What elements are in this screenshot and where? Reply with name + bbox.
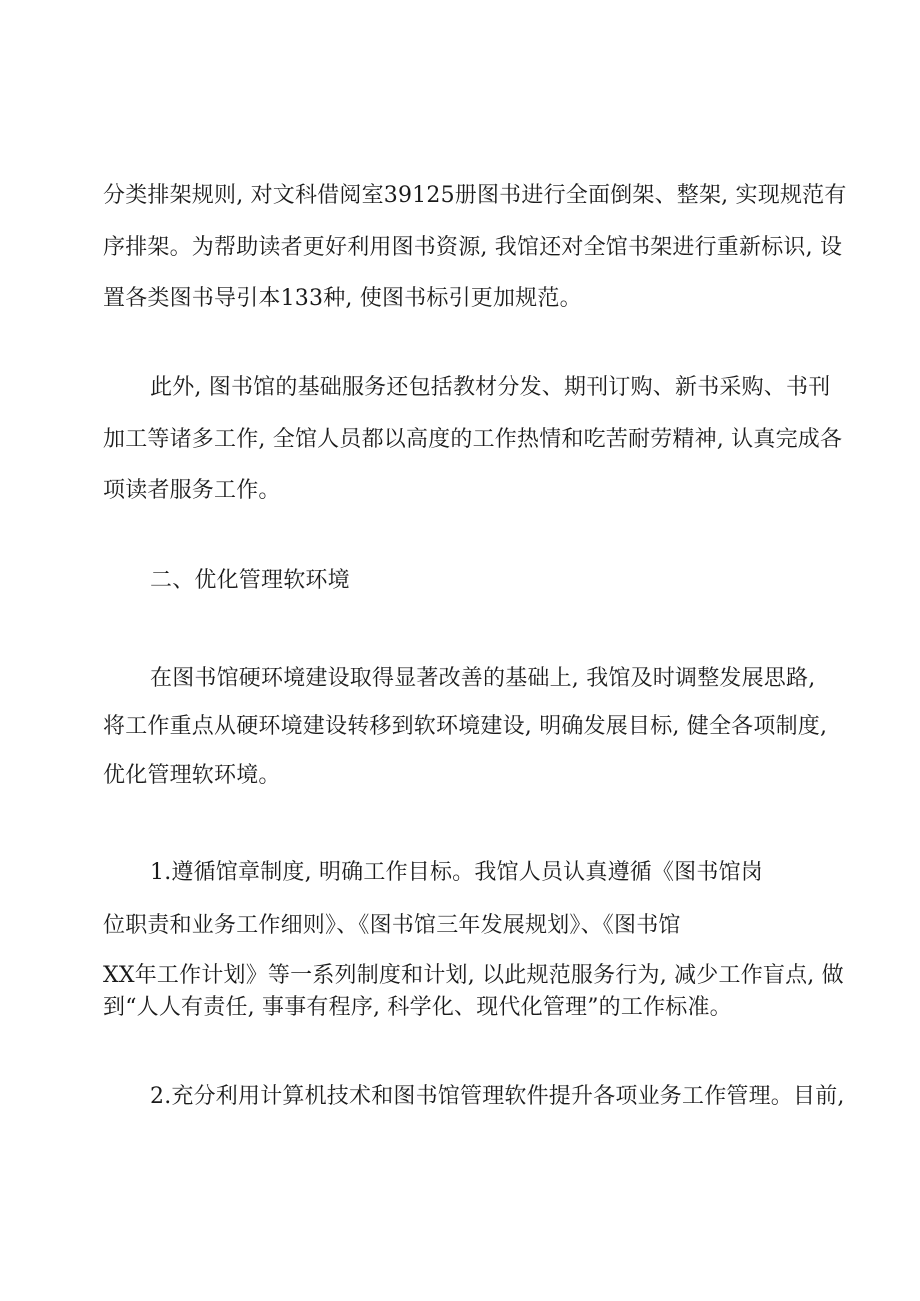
- paragraph-4-line-3: XX年工作计划》等一系列制度和计划, 以此规范服务行为, 减少工作盲点, 做: [103, 963, 844, 988]
- paragraph-5-line-1: 2.充分利用计算机技术和图书馆管理软件提升各项业务工作管理。目前,: [150, 1084, 845, 1109]
- paragraph-3-line-1: 在图书馆硬环境建设取得显著改善的基础上, 我馆及时调整发展思路,: [150, 666, 816, 691]
- paragraph-4-line-2: 位职责和业务工作细则》、《图书馆三年发展规划》、《图书馆: [103, 913, 681, 938]
- paragraph-2-line-1: 此外, 图书馆的基础服务还包括教材分发、期刊订购、新书采购、书刊: [150, 375, 831, 400]
- paragraph-3-line-3: 优化管理软环境。: [103, 763, 281, 788]
- section-heading: 二、优化管理软环境: [150, 568, 350, 593]
- paragraph-1-line-3: 置各类图书导引本133种, 使图书标引更加规范。: [103, 286, 582, 311]
- paragraph-4-line-4: 到“人人有责任, 事事有程序, 科学化、现代化管理”的工作标准。: [103, 995, 732, 1020]
- paragraph-2-line-2: 加工等诸多工作, 全馆人员都以高度的工作热情和吃苦耐劳精神, 认真完成各: [103, 427, 843, 452]
- paragraph-1-line-2: 序排架。为帮助读者更好利用图书资源, 我馆还对全馆书架进行重新标识, 设: [103, 235, 843, 260]
- paragraph-3-line-2: 将工作重点从硬环境建设转移到软环境建设, 明确发展目标, 健全各项制度,: [103, 714, 828, 739]
- paragraph-2-line-3: 项读者服务工作。: [103, 478, 281, 503]
- paragraph-4-line-1: 1.遵循馆章制度, 明确工作目标。我馆人员认真遵循《图书馆岗: [150, 860, 763, 885]
- paragraph-1-line-1: 分类排架规则, 对文科借阅室39125册图书进行全面倒架、整架, 实现规范有: [103, 183, 847, 208]
